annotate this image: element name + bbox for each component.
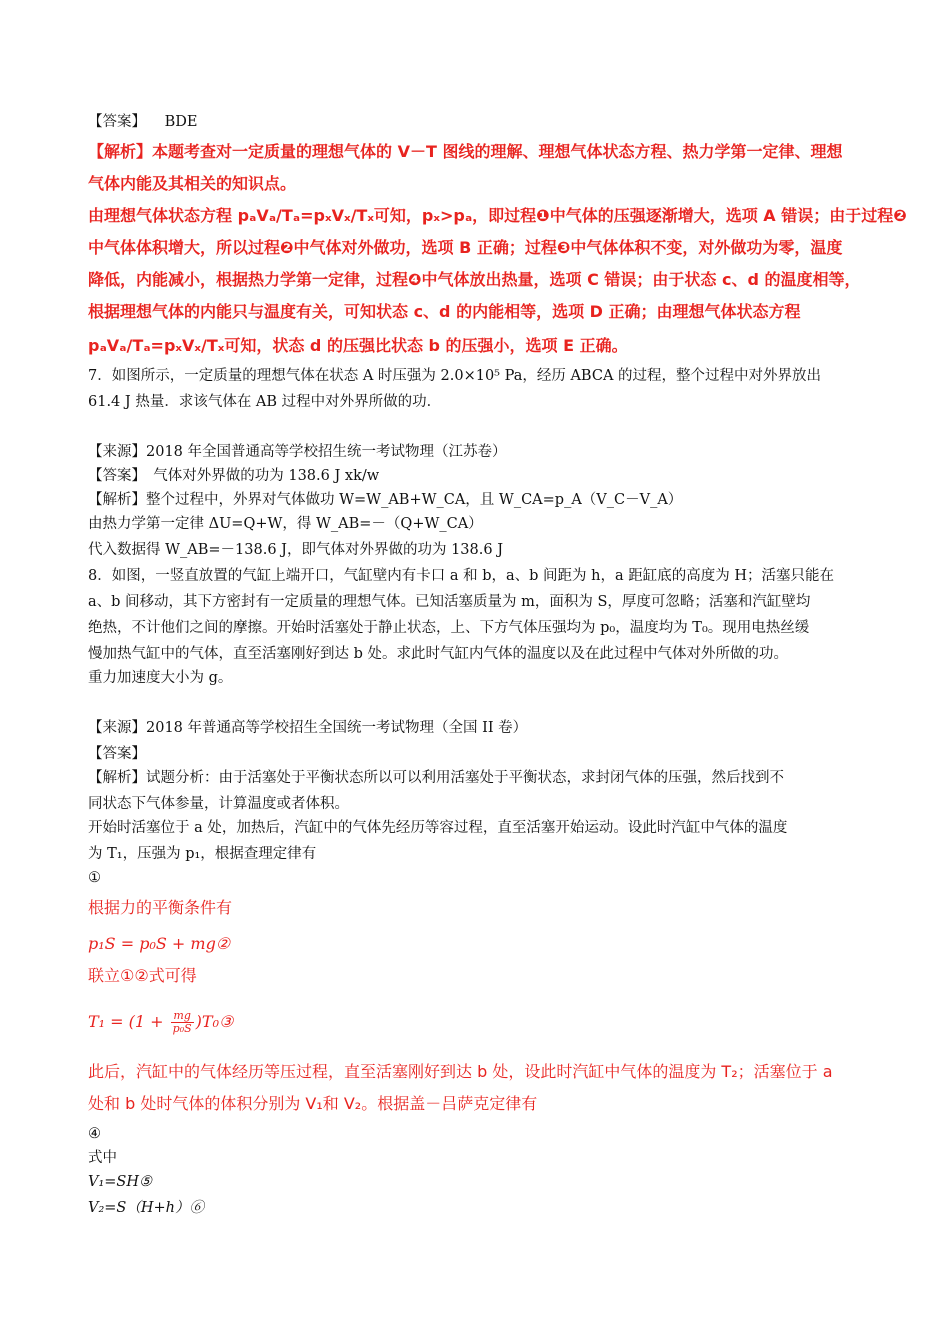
equation-3 (88, 1010, 233, 1035)
equation-5: V₁=SH⑤ (88, 1174, 153, 1190)
q7-stem-line-2: 61.4 J 热量．求该气体在 AB 过程中对外界所做的功． (88, 394, 442, 410)
equation-3-right: )T₀③ (195, 1012, 234, 1031)
analysis-q6-line-7: pₐVₐ/Tₐ=pₓVₓ/Tₓ可知，状态 d 的压强比状态 b 的压强小，选项 E 正确。 (88, 336, 628, 355)
q8-analysis-line-2: 同状态下气体参量，计算温度或者体积。 (88, 796, 349, 812)
analysis-q6-line-2: 气体内能及其相关的知识点。 (88, 174, 297, 193)
answer-label: 【答案】 (88, 114, 146, 130)
answer-line-q6 (88, 112, 197, 132)
equation-3-left: T₁ = (1 + (88, 1012, 169, 1031)
q8-source: 【来源】2018 年普通高等学校招生全国统一考试物理（全国 II 卷） (88, 720, 528, 736)
isobaric-line-2: 处和 b 处时气体的体积分别为 V₁和 V₂。根据盖－吕萨克定律有 (88, 1094, 538, 1113)
q8-stem-line-3: 绝热，不计他们之间的摩擦。开始时活塞处于静止状态，上、下方气体压强均为 p₀，温度均为 T₀。现用电热丝缓 (88, 620, 810, 636)
q7-stem-line-1: 7．如图所示，一定质量的理想气体在状态 A 时压强为 2.0×10⁵ Pa，经历 ABCA 的过程，整个过程中对外界放出 (88, 368, 822, 384)
force-balance-label: 根据力的平衡条件有 (88, 898, 233, 917)
equation-marker-4: ④ (88, 1126, 101, 1142)
analysis-label: 【解析】 (88, 142, 153, 161)
equation-6: V₂=S（H+h）⑥ (88, 1200, 204, 1216)
q7-answer: 【答案】 气体对外界做的功为 138.6 J xk/w (88, 468, 380, 484)
analysis-q6-line-1 (88, 140, 842, 164)
combine-label: 联立①②式可得 (88, 966, 197, 985)
analysis-q6-line-4: 中气体体积增大，所以过程❷中气体对外做功，选项 B 正确；过程❸中气体体积不变，对外做功为零，温度 (88, 238, 843, 257)
q7-analysis-line-3: 代入数据得 W_AB=－138.6 J，即气体对外界做的功为 138.6 J (88, 542, 504, 558)
isobaric-line-1: 此后，汽缸中的气体经历等压过程，直至活塞刚好到达 b 处，设此时汽缸中气体的温度为 T₂；活塞位于 a (88, 1062, 833, 1081)
equation-2: p₁S = p₀S + mg② (88, 934, 231, 953)
analysis-q6-line-6: 根据理想气体的内能只与温度有关，可知状态 c、d 的内能相等，选项 D 正确；由理想气体状态方程 (88, 302, 801, 321)
q8-analysis-line-4: 为 T₁，压强为 p₁，根据查理定律有 (88, 846, 317, 862)
answer-value: BDE (164, 114, 198, 130)
analysis-q6-line-3: 由理想气体状态方程 pₐVₐ/Tₐ=pₓVₓ/Tₓ可知，pₓ>pₐ，即过程❶中气体的压强逐渐增大，选项 A 错误；由于过程❷ (88, 206, 907, 225)
shizhong-label: 式中 (88, 1150, 117, 1166)
q7-analysis-line-2: 由热力学第一定律 ΔU=Q+W，得 W_AB=－（Q+W_CA） (88, 516, 483, 532)
analysis-text: 本题考查对一定质量的理想气体的 V－T 图线的理解、理想气体状态方程、热力学第一定律、理想 (152, 142, 843, 161)
q8-answer: 【答案】 (88, 746, 146, 762)
q8-analysis-line-1: 【解析】试题分析：由于活塞处于平衡状态所以可以利用活塞处于平衡状态，求封闭气体的压强，然后找到不 (88, 770, 784, 786)
analysis-q6-line-5: 降低，内能减小，根据热力学第一定律，过程❹中气体放出热量，选项 C 错误；由于状态 c、d 的温度相等， (88, 270, 861, 289)
q8-analysis-line-3: 开始时活塞位于 a 处，加热后，汽缸中的气体先经历等容过程，直至活塞开始运动。设此时汽缸中气体的温度 (88, 820, 788, 836)
q7-source: 【来源】2018 年全国普通高等学校招生统一考试物理（江苏卷） (88, 444, 507, 460)
equation-3-fraction (171, 1010, 194, 1035)
fraction-denominator: p₀S (172, 1022, 192, 1035)
equation-marker-1: ① (88, 870, 101, 886)
q8-stem-line-5: 重力加速度大小为 g。 (88, 670, 233, 686)
fraction-numerator: mg (171, 1010, 194, 1023)
q8-stem-line-4: 慢加热气缸中的气体，直至活塞刚好到达 b 处。求此时气缸内气体的温度以及在此过程中气体对外所做的功。 (88, 646, 788, 662)
q8-stem-line-1: 8．如图，一竖直放置的气缸上端开口，气缸壁内有卡口 a 和 b，a、b 间距为 h，a 距缸底的高度为 H；活塞只能在 (88, 568, 834, 584)
q7-analysis-line-1: 【解析】整个过程中，外界对气体做功 W=W_AB+W_CA，且 W_CA=p_A（V_C－V_A） (88, 492, 683, 508)
q8-stem-line-2: a、b 间移动，其下方密封有一定质量的理想气体。已知活塞质量为 m，面积为 S，厚度可忽略；活塞和汽缸壁均 (88, 594, 811, 610)
